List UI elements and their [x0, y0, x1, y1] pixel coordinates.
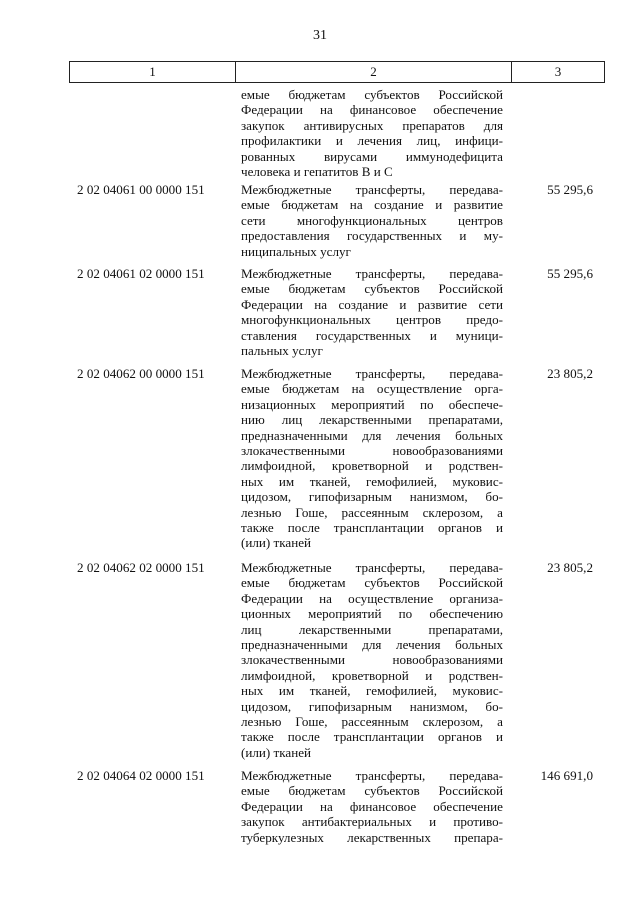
description-line: цидозом, гипофизарным нанизмом, бо- [241, 698, 503, 714]
description-line: сети многофункциональных центров [241, 212, 503, 228]
description-line: закупок антивирусных препаратов для [241, 117, 503, 133]
description-line: злокачественными новообразованиями [241, 652, 503, 668]
description-line: лимфоидной, кроветворной и родствен- [241, 667, 503, 683]
description-line: предназначенными для лечения больных [241, 427, 503, 443]
description-line: емые бюджетам субъектов Российской [241, 783, 503, 799]
description-line: ных им тканей, гемофилией, муковис- [241, 473, 503, 489]
description-line: Межбюджетные трансферты, передава- [241, 366, 503, 381]
description-line: злокачественными новообразованиями [241, 443, 503, 459]
budget-code: 2 02 04062 00 0000 151 [77, 366, 205, 381]
description-line: лимфоидной, кроветворной и родствен- [241, 458, 503, 474]
description-line: пальных услуг [241, 343, 323, 359]
description-line: емые бюджетам на создание и развитие [241, 197, 503, 213]
description-line: ниципальных услуг [241, 243, 351, 259]
description-line: также после трансплантации органов и [241, 729, 503, 745]
description-line: низационных мероприятий по обеспече- [241, 396, 503, 412]
description-line: лезнью Гоше, рассеянным склерозом, а [241, 714, 503, 730]
amount: 55 295,6 [547, 182, 593, 197]
page-number: 31 [313, 28, 327, 43]
description-line: человека и гепатитов В и С [241, 164, 393, 180]
budget-code: 2 02 04061 02 0000 151 [77, 266, 205, 281]
description-line: нию лиц лекарственными препаратами, [241, 412, 503, 428]
amount: 23 805,2 [547, 560, 593, 575]
description-line: емые бюджетам субъектов Российской [241, 87, 503, 102]
column-header-2: 2 [236, 62, 512, 83]
description-line: лиц лекарственными препаратами, [241, 621, 503, 637]
budget-code: 2 02 04062 02 0000 151 [77, 560, 205, 575]
description-line: Федерации на финансовое обеспечение [241, 798, 503, 814]
description-line: емые бюджетам субъектов Российской [241, 575, 503, 591]
description-line: профилактики и лечения лиц, инфици- [241, 133, 503, 149]
row-description [241, 87, 503, 179]
description-line: Межбюджетные трансферты, передава- [241, 182, 503, 197]
amount: 55 295,6 [547, 266, 593, 281]
description-line: емые бюджетам на осуществление орга- [241, 381, 503, 397]
budget-code: 2 02 04064 02 0000 151 [77, 768, 205, 783]
description-line: ных им тканей, гемофилией, муковис- [241, 683, 503, 699]
amount: 23 805,2 [547, 366, 593, 381]
description-line: многофункциональных центров предо- [241, 312, 503, 328]
description-line: туберкулезных лекарственных препара- [241, 829, 503, 845]
description-line: ставления государственных и муници- [241, 327, 503, 343]
column-header-3: 3 [512, 62, 605, 83]
description-line: закупок антибактериальных и противо- [241, 814, 503, 830]
description-line: также после трансплантации органов и [241, 520, 503, 536]
description-line: (или) тканей [241, 744, 312, 760]
description-line: предназначенными для лечения больных [241, 637, 503, 653]
budget-code: 2 02 04061 00 0000 151 [77, 182, 205, 197]
row-description [241, 560, 503, 760]
description-line: рованных вирусами иммунодефицита [241, 148, 503, 164]
description-line: Федерации на осуществление организа- [241, 590, 503, 606]
row-description [241, 366, 503, 551]
amount: 146 691,0 [540, 768, 593, 783]
table-header [69, 61, 605, 83]
column-header-1: 1 [70, 62, 236, 83]
row-description [241, 768, 503, 845]
description-line: Межбюджетные трансферты, передава- [241, 560, 503, 575]
description-line: предоставления государственных и му- [241, 228, 503, 244]
description-line: емые бюджетам субъектов Российской [241, 281, 503, 297]
row-description [241, 266, 503, 358]
description-line: Межбюджетные трансферты, передава- [241, 768, 503, 783]
description-line: Межбюджетные трансферты, передава- [241, 266, 503, 281]
description-line: (или) тканей [241, 535, 312, 551]
description-line: ционных мероприятий по обеспечению [241, 606, 503, 622]
description-line: лезнью Гоше, рассеянным склерозом, а [241, 504, 503, 520]
row-description [241, 182, 503, 259]
description-line: цидозом, гипофизарным нанизмом, бо- [241, 489, 503, 505]
description-line: Федерации на создание и развитие сети [241, 296, 503, 312]
description-line: Федерации на финансовое обеспечение [241, 102, 503, 118]
